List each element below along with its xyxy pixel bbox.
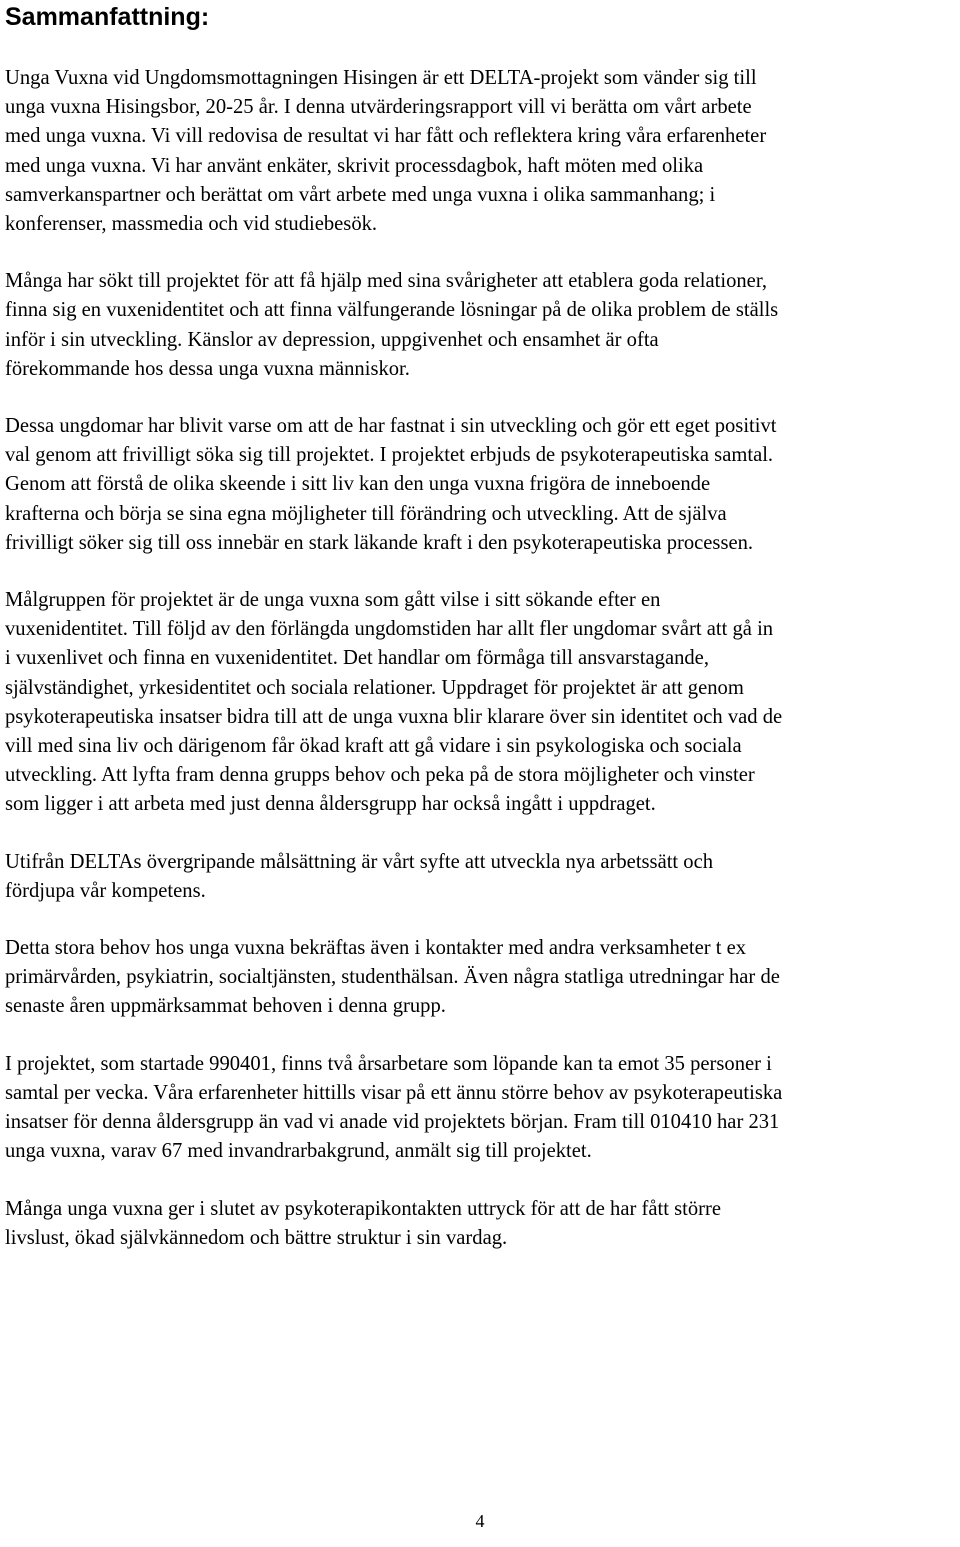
text-line: Många unga vuxna ger i slutet av psykoterapikontakten uttryck för att de har fått större <box>5 1197 721 1220</box>
paragraph <box>5 1195 957 1253</box>
text-line: med unga vuxna. Vi vill redovisa de resultat vi har fått och reflektera kring våra erfarenheter <box>5 125 767 148</box>
text-line: senaste åren uppmärksammat behoven i denna grupp. <box>5 995 446 1018</box>
text-line: primärvården, psykiatrin, socialtjänsten, studenthälsan. Även några statliga utredningar har de <box>5 966 780 989</box>
text-line: Dessa ungdomar har blivit varse om att de har fastnat i sin utveckling och gör ett eget positivt <box>5 415 777 438</box>
text-line: fördjupa vår kompetens. <box>5 879 206 902</box>
text-line: insatser för denna åldersgrupp än vad vi anade vid projektets början. Fram till 010410 har 231 <box>5 1111 780 1134</box>
paragraph <box>5 1050 957 1167</box>
text-line: val genom att frivilligt söka sig till projektet. I projektet erbjuds de psykoterapeutiska samtal. <box>5 444 774 467</box>
text-line: Utifrån DELTAs övergripande målsättning är vårt syfte att utveckla nya arbetssätt och <box>5 850 714 873</box>
text-line: förekommande hos dessa unga vuxna människor. <box>5 357 410 380</box>
text-line: samtal per vecka. Våra erfarenheter hittills visar på ett ännu större behov av psykoterapeutiska <box>5 1081 783 1104</box>
text-line: samverkanspartner och berättat om vårt arbete med unga vuxna i olika sammanhang; i <box>5 183 716 206</box>
page-number: 4 <box>475 1511 485 1531</box>
paragraph <box>5 848 957 906</box>
body-text <box>5 64 957 1281</box>
text-line: Detta stora behov hos unga vuxna bekräftas även i kontakter med andra verksamheter t ex <box>5 937 747 960</box>
text-line: krafterna och börja se sina egna möjligheter till förändring och utveckling. Att de själva <box>5 502 727 525</box>
text-line: vill med sina liv och därigenom får ökad kraft att gå vidare i sin psykologiska och sociala <box>5 735 742 758</box>
text-line: unga vuxna, varav 67 med invandrarbakgrund, anmält sig till projektet. <box>5 1140 592 1163</box>
text-line: Unga Vuxna vid Ungdomsmottagningen Hisingen är ett DELTA-projekt som vänder sig till <box>5 67 757 89</box>
text-line: Genom att förstå de olika skeende i sitt liv kan den unga vuxna frigöra de inneboende <box>5 473 711 496</box>
paragraph <box>5 64 957 239</box>
text-line: finna sig en vuxenidentitet och att finna välfungerande lösningar på de olika problem de ställs <box>5 299 779 322</box>
text-line: utveckling. Att lyfta fram denna grupps behov och peka på de stora möjligheter och vinster <box>5 764 755 787</box>
text-line: vuxenidentitet. Till följd av den förlängda ungdomstiden har allt fler ungdomar svårt att gå in <box>5 618 774 641</box>
text-line: som ligger i att arbeta med just denna åldersgrupp har också ingått i uppdraget. <box>5 793 656 816</box>
paragraph <box>5 267 957 384</box>
text-line: självständighet, yrkesidentitet och sociala relationer. Uppdraget för projektet är att genom <box>5 676 744 699</box>
text-line: Många har sökt till projektet för att få hjälp med sina svårigheter att etablera goda relationer, <box>5 270 767 293</box>
text-line: konferenser, massmedia och vid studiebesök. <box>5 213 378 236</box>
text-line: livslust, ökad självkännedom och bättre struktur i sin vardag. <box>5 1226 508 1249</box>
page-heading: Sammanfattning: <box>5 3 210 31</box>
text-line: I projektet, som startade 990401, finns två årsarbetare som löpande kan ta emot 35 personer i <box>5 1052 772 1075</box>
text-line: inför i sin utveckling. Känslor av depression, uppgivenhet och ensamhet är ofta <box>5 328 659 351</box>
text-line: Målgruppen för projektet är de unga vuxna som gått vilse i sitt sökande efter en <box>5 589 661 612</box>
text-line: med unga vuxna. Vi har använt enkäter, skrivit processdagbok, haft möten med olika <box>5 154 704 177</box>
text-line: i vuxenlivet och finna en vuxenidentitet. Det handlar om förmåga till ansvarstagande, <box>5 647 709 670</box>
text-line: frivilligt söker sig till oss innebär en stark läkande kraft i den psykoterapeutiska processen. <box>5 531 754 554</box>
paragraph <box>5 934 957 1022</box>
text-line: unga vuxna Hisingsbor, 20-25 år. I denna utvärderingsrapport vill vi berätta om vårt arbete <box>5 96 752 119</box>
paragraph <box>5 412 957 558</box>
text-line: psykoterapeutiska insatser bidra till att de unga vuxna blir klarare över sin identitet och vad de <box>5 705 783 728</box>
paragraph <box>5 586 957 820</box>
